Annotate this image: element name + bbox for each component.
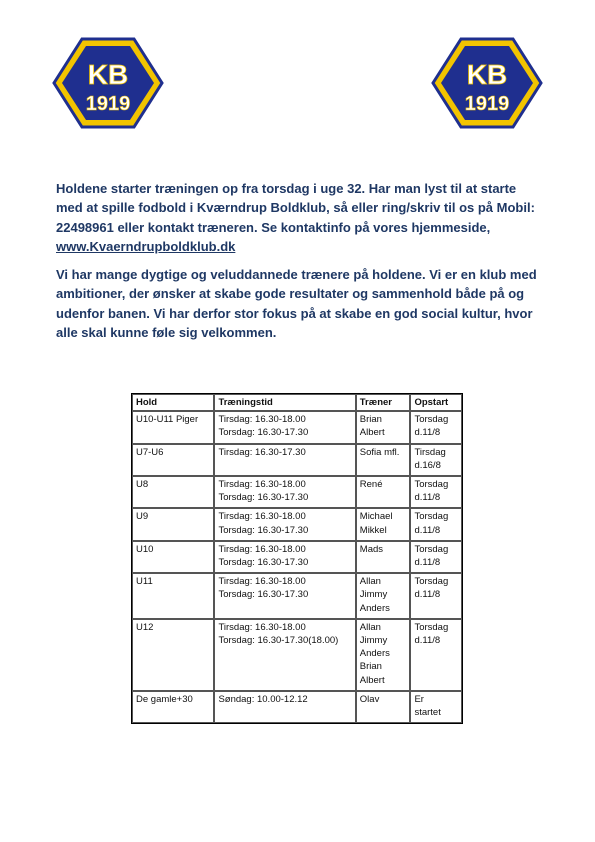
coach-cell xyxy=(356,573,411,619)
coach-cell xyxy=(356,619,411,691)
coach-cell-line: Albert xyxy=(359,674,385,686)
start-cell xyxy=(410,573,462,619)
coach-cell xyxy=(356,444,411,476)
start-cell-line: d.11/8 xyxy=(414,427,441,439)
training-time-cell-line: Søndag: 10.00-12.12 xyxy=(218,693,308,705)
start-cell xyxy=(410,444,462,476)
column-header-team: Hold xyxy=(132,394,214,411)
table-header-row xyxy=(132,394,462,411)
coach-cell-line: Albert xyxy=(359,427,385,439)
coach-cell-line: Jimmy xyxy=(359,589,388,601)
training-time-cell-line: Torsdag: 16.30-17.30 xyxy=(218,492,309,504)
table-row xyxy=(132,541,462,573)
club-website-link[interactable]: www.Kvaerndrupboldklub.dk xyxy=(56,238,236,254)
start-cell-line: Torsdag xyxy=(414,576,449,588)
table-row xyxy=(132,508,462,540)
kb-badge-icon xyxy=(431,37,543,129)
training-time-cell xyxy=(214,444,355,476)
team-cell: U8 xyxy=(132,476,214,508)
training-time-cell xyxy=(214,508,355,540)
training-time-cell-line: Tirsdag: 16.30-18.00 xyxy=(218,511,306,523)
start-cell-line: startet xyxy=(414,707,441,719)
start-cell-line: Torsdag xyxy=(414,621,449,633)
coach-cell-line: Mikkel xyxy=(359,524,387,536)
start-cell-line: d.11/8 xyxy=(414,557,441,569)
training-time-cell-line: Tirsdag: 16.30-17.30 xyxy=(218,446,306,458)
start-cell-line: d.16/8 xyxy=(414,459,441,471)
team-cell: U9 xyxy=(132,508,214,540)
start-cell-line: Torsdag xyxy=(414,414,449,426)
training-time-cell-line: Torsdag: 16.30-17.30 xyxy=(218,427,309,439)
logo-kb-text: KB xyxy=(87,59,129,90)
start-cell xyxy=(410,411,462,443)
coach-cell-line: Mads xyxy=(359,543,384,555)
table-row xyxy=(132,573,462,619)
start-cell-line: d.11/8 xyxy=(414,589,441,601)
column-header-start: Opstart xyxy=(410,394,462,411)
training-time-cell xyxy=(214,411,355,443)
club-logo-right xyxy=(431,37,543,129)
training-time-cell-line: Torsdag: 16.30-17.30 xyxy=(218,557,309,569)
logo-year-text: 1919 xyxy=(85,93,131,115)
coach-cell-line: Brian xyxy=(359,414,382,426)
training-time-cell-line: Tirsdag: 16.30-18.00 xyxy=(218,414,306,426)
table-row xyxy=(132,411,462,443)
start-cell-line: Torsdag xyxy=(414,511,449,523)
table-body xyxy=(132,411,462,723)
start-cell-line: d.11/8 xyxy=(414,635,441,647)
training-time-cell xyxy=(214,691,355,723)
team-cell: U10-U11 Piger xyxy=(132,411,214,443)
training-time-cell-line: Tirsdag: 16.30-18.00 xyxy=(218,621,306,633)
coach-cell-line: Allan xyxy=(359,576,381,588)
team-cell: U11 xyxy=(132,573,214,619)
table-row xyxy=(132,619,462,691)
team-cell: De gamle+30 xyxy=(132,691,214,723)
start-cell xyxy=(410,619,462,691)
training-time-cell xyxy=(214,619,355,691)
start-cell xyxy=(410,476,462,508)
training-time-cell-line: Torsdag: 16.30-17.30(18.00) xyxy=(218,635,339,647)
coach-cell-line: Anders xyxy=(359,602,390,614)
column-header-training-time: Træningstid xyxy=(214,394,355,411)
coach-cell xyxy=(356,508,411,540)
start-cell-line: Tirsdag xyxy=(414,446,446,458)
intro-text: Holdene starter træningen op fra torsdag i uge 32. Har man lyst til at starte med at spille fodbold i Kværndrup Boldklub, så eller ring/skriv til os på Mobil: 22498961 eller kontakt træneren. Se kontaktinfo på vores hjemmeside, xyxy=(56,181,535,235)
logo-kb-text: KB xyxy=(466,59,508,90)
coach-cell xyxy=(356,476,411,508)
training-time-cell-line: Tirsdag: 16.30-18.00 xyxy=(218,543,306,555)
logo-year-text: 1919 xyxy=(464,93,510,115)
start-cell-line: d.11/8 xyxy=(414,524,441,536)
training-time-cell xyxy=(214,541,355,573)
training-time-cell-line: Torsdag: 16.30-17.30 xyxy=(218,524,309,536)
coach-cell-line: Olav xyxy=(359,693,380,705)
team-cell: U10 xyxy=(132,541,214,573)
team-cell: U7-U6 xyxy=(132,444,214,476)
start-cell xyxy=(410,508,462,540)
column-header-coach: Træner xyxy=(356,394,411,411)
coach-cell-line: Brian xyxy=(359,661,382,673)
start-cell-line: Torsdag xyxy=(414,543,449,555)
coach-cell xyxy=(356,541,411,573)
coach-cell-line: Jimmy xyxy=(359,635,388,647)
start-cell xyxy=(410,691,462,723)
coach-cell-line: René xyxy=(359,479,383,491)
training-time-cell xyxy=(214,476,355,508)
start-cell-line: Torsdag xyxy=(414,479,449,491)
intro-paragraph xyxy=(56,179,542,256)
start-cell-line: d.11/8 xyxy=(414,492,441,504)
table-row xyxy=(132,691,462,723)
table-row xyxy=(132,476,462,508)
coach-cell-line: Michael xyxy=(359,511,393,523)
coach-cell-line: Allan xyxy=(359,621,381,633)
training-time-cell-line: Tirsdag: 16.30-18.00 xyxy=(218,479,306,491)
training-time-cell-line: Torsdag: 16.30-17.30 xyxy=(218,589,309,601)
table-row xyxy=(132,444,462,476)
training-time-cell-line: Tirsdag: 16.30-18.00 xyxy=(218,576,306,588)
team-cell: U12 xyxy=(132,619,214,691)
start-cell-line: Er xyxy=(414,693,424,705)
start-cell xyxy=(410,541,462,573)
coach-cell xyxy=(356,691,411,723)
coach-cell-line: Sofia mfl. xyxy=(359,446,400,458)
kb-badge-icon xyxy=(52,37,164,129)
coach-cell xyxy=(356,411,411,443)
training-schedule-table xyxy=(131,393,463,724)
about-paragraph: Vi har mange dygtige og veluddannede trænere på holdene. Vi er en klub med ambitioner, der ønsker at skabe gode resultater og sammenhold både på og udenfor banen. Vi har derfor stor fokus på at skabe en god social kultur, hvor alle skal kunne føle sig velkommen. xyxy=(56,267,537,340)
training-time-cell xyxy=(214,573,355,619)
coach-cell-line: Anders xyxy=(359,648,390,660)
club-logo-left xyxy=(52,37,164,129)
